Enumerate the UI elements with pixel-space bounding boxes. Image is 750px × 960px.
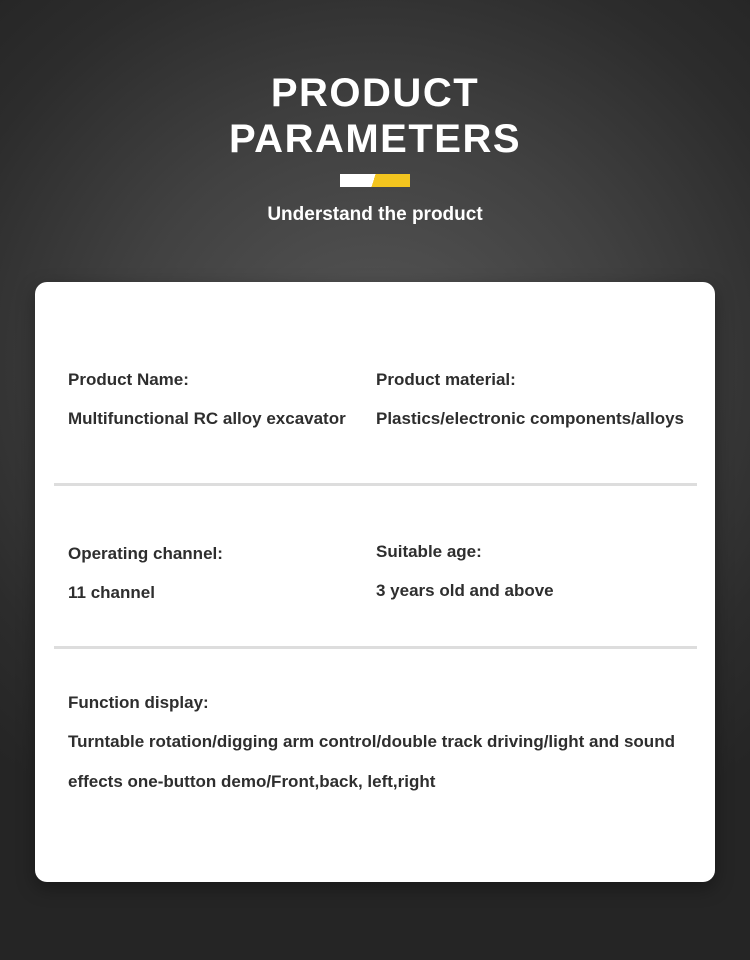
page-subtitle: Understand the product bbox=[267, 204, 483, 225]
product-material-field bbox=[376, 370, 684, 429]
params-row-3 bbox=[68, 693, 698, 802]
operating-channel-value: 11 channel bbox=[68, 583, 155, 602]
function-display-value: Turntable rotation/digging arm control/double track driving/light and sound effects one-button demo/Front,back, left,right bbox=[68, 732, 675, 791]
product-name-value: Multifunctional RC alloy excavator bbox=[68, 409, 346, 428]
product-name-field bbox=[68, 370, 346, 429]
accent-bar bbox=[340, 174, 410, 187]
title-line-2: PARAMETERS bbox=[228, 117, 522, 161]
page-header bbox=[0, 70, 750, 226]
operating-channel-label: Operating channel: bbox=[68, 544, 223, 563]
product-material-label: Product material: bbox=[376, 370, 516, 389]
product-material-value: Plastics/electronic components/alloys bbox=[376, 409, 685, 428]
parameters-card bbox=[35, 282, 715, 882]
function-display-label: Function display: bbox=[68, 693, 209, 712]
suitable-age-value: 3 years old and above bbox=[376, 581, 554, 600]
product-name-label: Product Name: bbox=[68, 370, 189, 389]
operating-channel-field bbox=[68, 544, 223, 603]
divider-2 bbox=[54, 646, 697, 649]
divider-1 bbox=[54, 483, 697, 486]
title-line-1: PRODUCT bbox=[270, 71, 480, 115]
suitable-age-field bbox=[376, 542, 554, 601]
suitable-age-label: Suitable age: bbox=[376, 542, 482, 561]
page-title bbox=[0, 70, 750, 162]
